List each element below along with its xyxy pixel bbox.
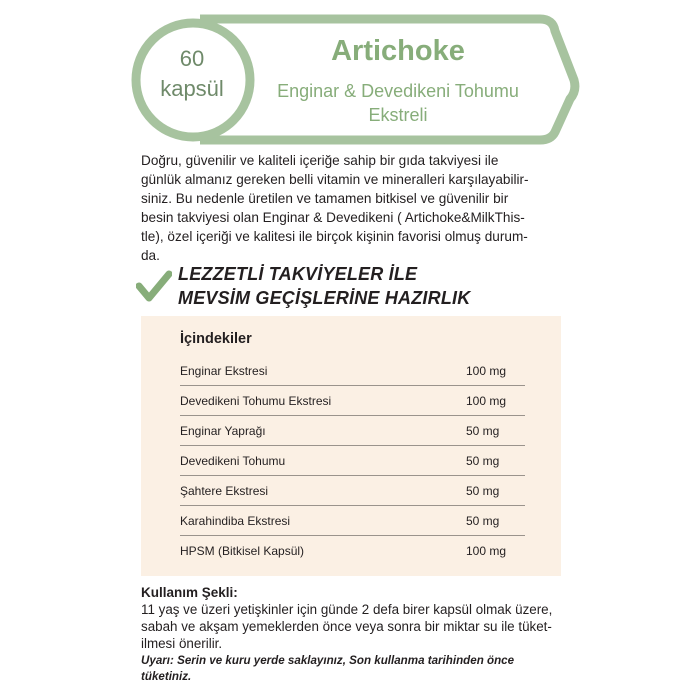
ingredient-row bbox=[180, 386, 525, 416]
ingredient-amount: 100 mg bbox=[466, 363, 507, 378]
check-icon bbox=[136, 270, 172, 304]
intro-line: günlük almanız gereken belli vitamin ve mineralleri karşılayabilir- bbox=[141, 172, 529, 187]
ingredient-name: Şahtere Ekstresi bbox=[180, 483, 269, 498]
ingredient-name: Enginar Yaprağı bbox=[180, 423, 266, 438]
usage-line: ilmesi önerilir. bbox=[141, 636, 223, 651]
highlight-heading bbox=[178, 262, 578, 310]
usage-line: sabah ve akşam yemeklerden önce veya sonra bir miktar su ile tüket- bbox=[141, 619, 552, 634]
ingredient-name: Devedikeni Tohumu bbox=[180, 453, 286, 468]
ingredient-name: Karahindiba Ekstresi bbox=[180, 513, 291, 528]
ingredient-row bbox=[180, 536, 525, 566]
intro-line: da. bbox=[141, 248, 160, 263]
capsule-count-number: 60 bbox=[179, 46, 205, 71]
ingredients-title: İçindekiler bbox=[180, 331, 252, 347]
ingredient-amount: 50 mg bbox=[466, 453, 500, 468]
usage-text bbox=[141, 601, 571, 652]
warning-line: tüketiniz. bbox=[141, 670, 192, 683]
ingredient-row bbox=[180, 356, 525, 386]
intro-line: Doğru, güvenilir ve kaliteli içeriğe sahip bir gıda takviyesi ile bbox=[141, 153, 499, 168]
product-subtitle-line: Enginar & Devedikeni Tohumu bbox=[277, 81, 519, 101]
ingredient-name: HPSM (Bitkisel Kapsül) bbox=[180, 544, 305, 558]
product-subtitle-line: Ekstreli bbox=[368, 105, 428, 125]
intro-line: tle), özel içeriği ve kalitesi ile birçok kişinin favorisi olmuş durum- bbox=[141, 229, 528, 244]
ingredient-amount: 50 mg bbox=[466, 483, 500, 498]
storage-warning bbox=[141, 653, 561, 685]
highlight-line: LEZZETLİ TAKVİYELER İLE bbox=[178, 264, 418, 284]
ingredient-row bbox=[180, 446, 525, 476]
ingredients-table bbox=[180, 356, 525, 566]
intro-line: besin takviyesi olan Enginar & Devedikeni ( Artichoke&MilkThis- bbox=[141, 210, 525, 225]
product-title: Artichoke bbox=[331, 35, 465, 67]
capsule-count bbox=[144, 44, 240, 104]
ingredient-row bbox=[180, 506, 525, 536]
product-subtitle bbox=[264, 79, 532, 127]
ingredient-amount: 100 mg bbox=[466, 544, 507, 558]
ingredient-name: Devedikeni Tohumu Ekstresi bbox=[180, 393, 332, 408]
highlight-line: MEVSİM GEÇİŞLERİNE HAZIRLIK bbox=[178, 288, 471, 308]
ingredient-row bbox=[180, 476, 525, 506]
ingredient-name: Enginar Ekstresi bbox=[180, 363, 268, 378]
warning-line: Uyarı: Serin ve kuru yerde saklayınız, Son kullanma tarihinden önce bbox=[141, 654, 515, 667]
capsule-count-unit: kapsül bbox=[160, 76, 224, 101]
intro-line: siniz. Bu nedenle üretilen ve tamamen bitkisel ve güvenilir bir bbox=[141, 191, 509, 206]
usage-line: 11 yaş ve üzeri yetişkinler için günde 2 defa birer kapsül olmak üzere, bbox=[141, 602, 553, 617]
ingredient-row bbox=[180, 416, 525, 446]
ingredient-amount: 100 mg bbox=[466, 393, 507, 408]
intro-paragraph bbox=[141, 151, 561, 265]
ingredient-amount: 50 mg bbox=[466, 513, 500, 528]
usage-label: Kullanım Şekli: bbox=[141, 585, 238, 600]
ingredient-amount: 50 mg bbox=[466, 423, 500, 438]
ingredients-panel bbox=[141, 316, 561, 576]
